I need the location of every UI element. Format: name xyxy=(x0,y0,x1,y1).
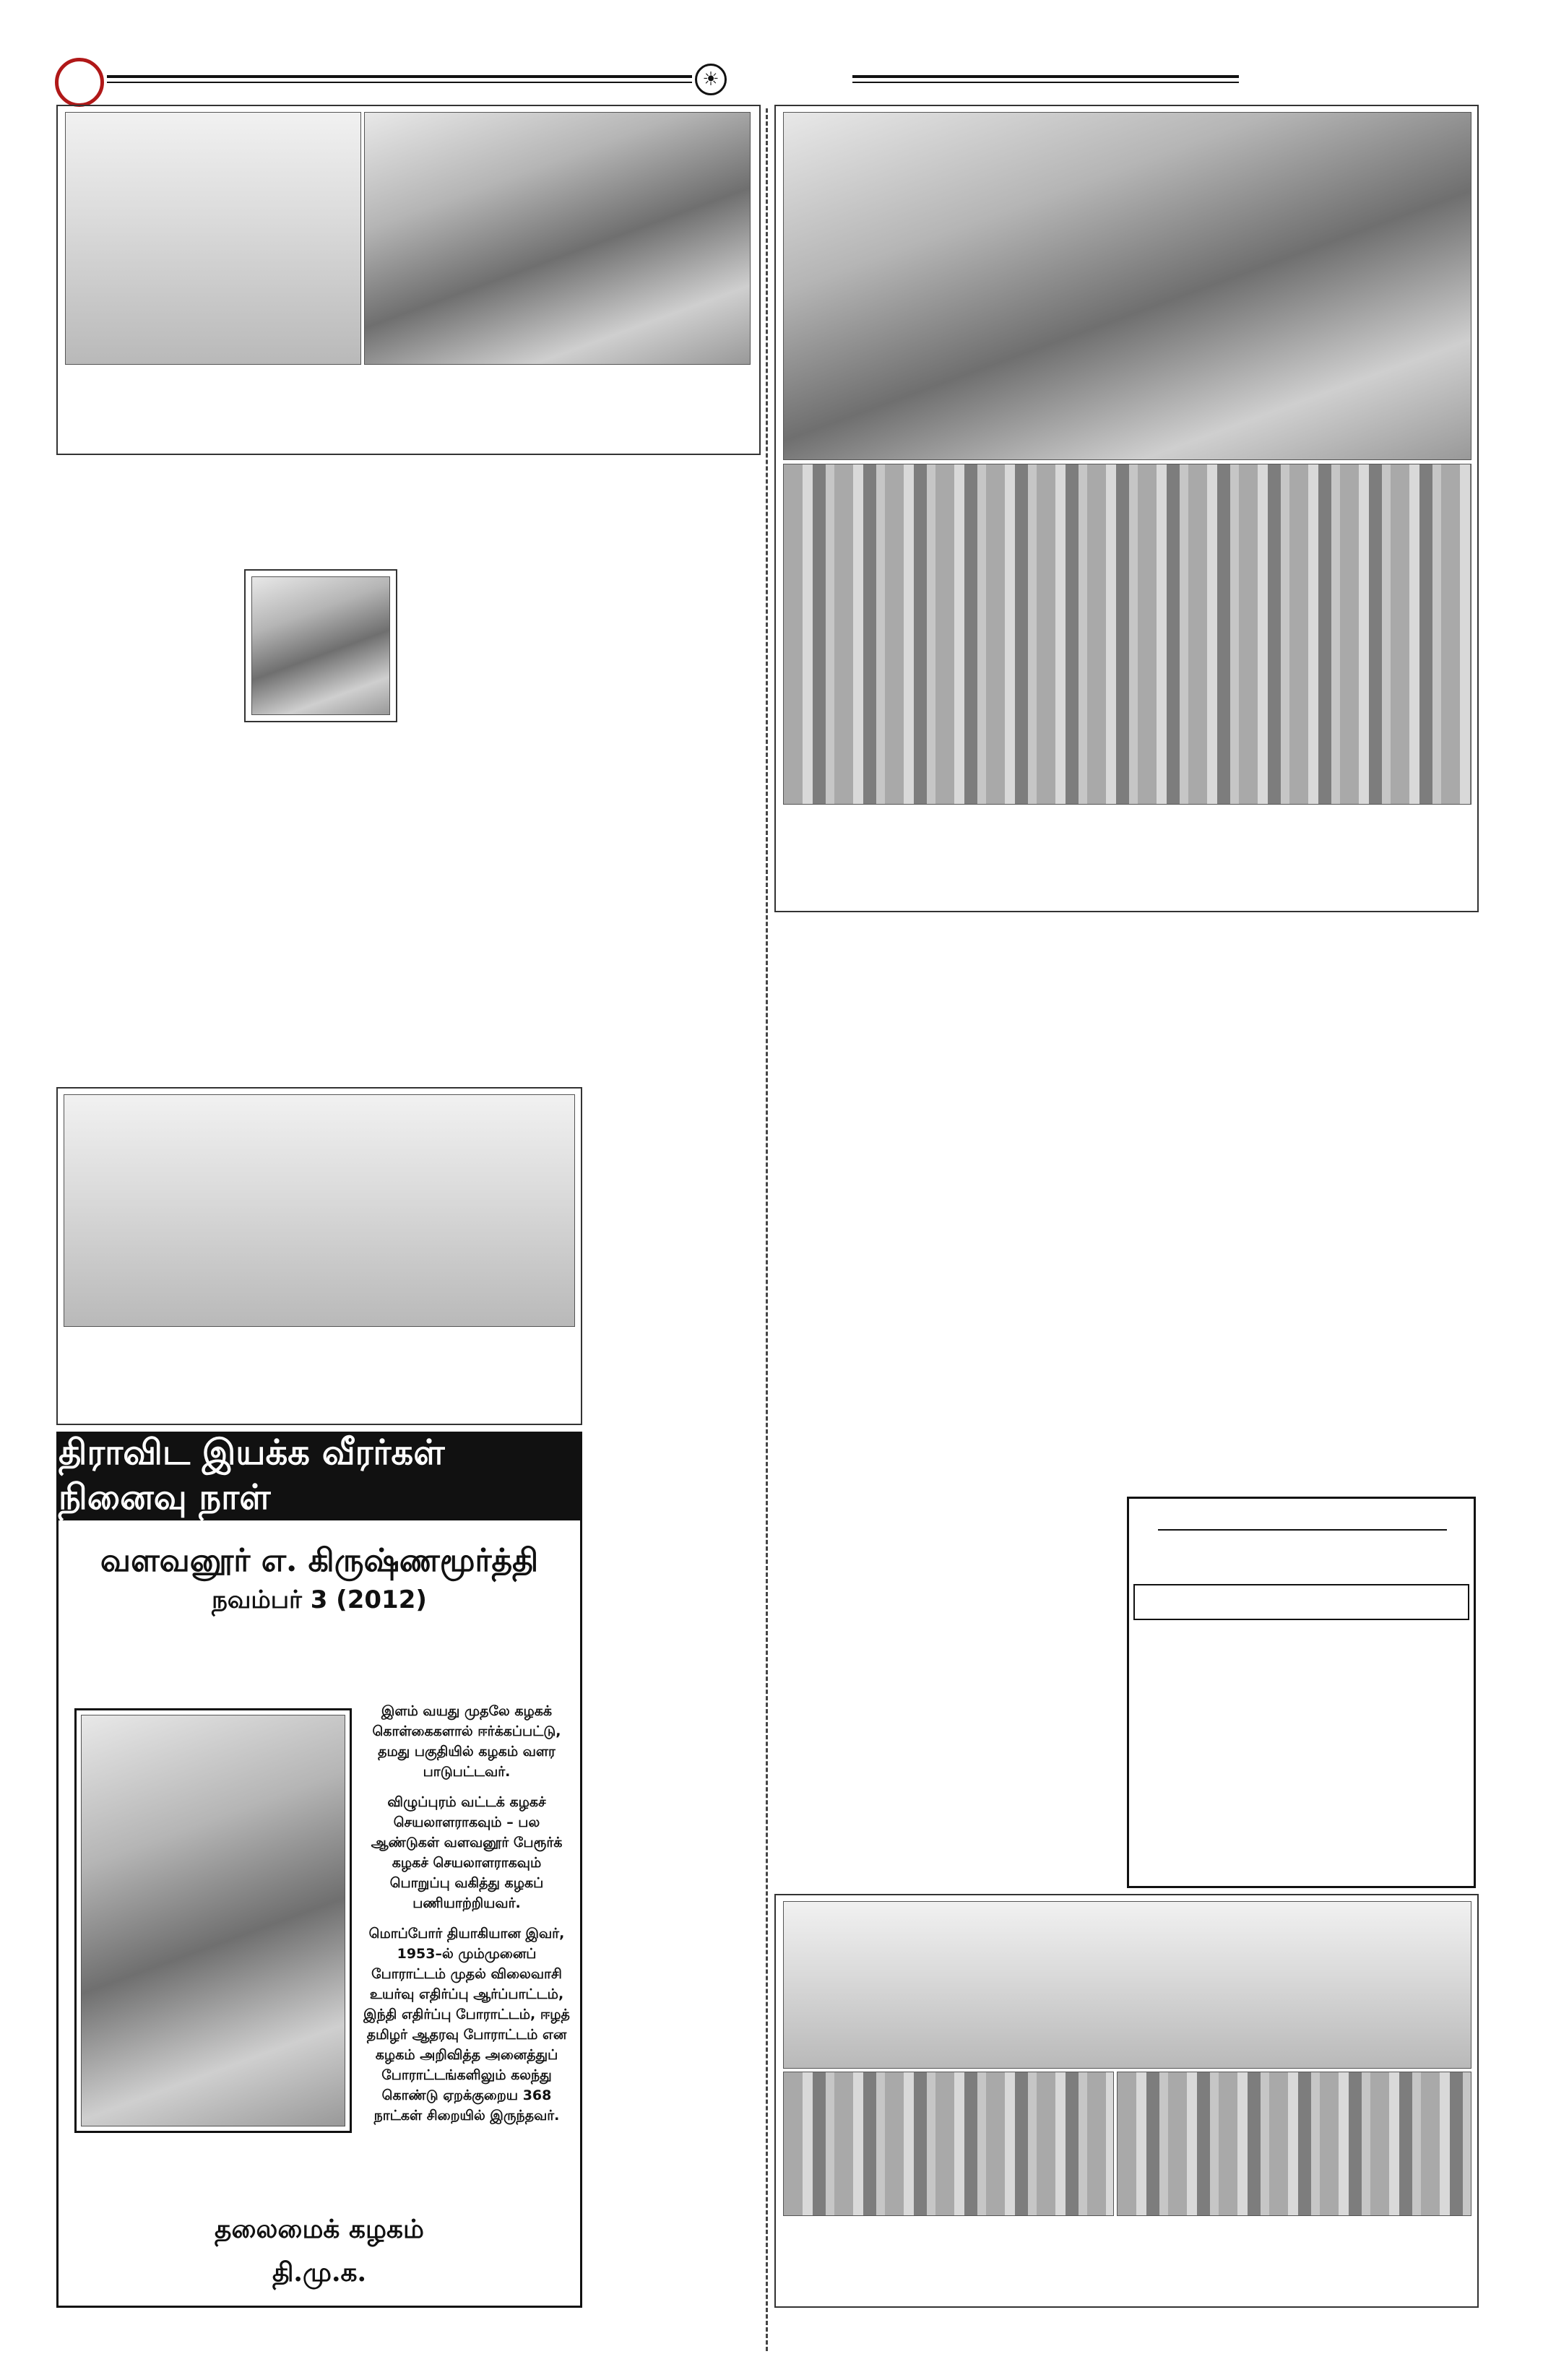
photo-welfare-audience xyxy=(783,464,1471,805)
emblem-glyph: ☀ xyxy=(702,69,719,90)
emblem-icon xyxy=(695,64,727,95)
photo-frame-welfare-event xyxy=(774,105,1479,912)
header-rule-top xyxy=(107,75,692,78)
photo-dam-foundation-ceremony xyxy=(364,112,751,365)
photo-party-meeting-stage xyxy=(783,1901,1471,2069)
memorial-person-name: வளவனூர் எ. கிருஷ்ணமூர்த்தி xyxy=(100,1542,539,1579)
memorial-box xyxy=(56,1432,582,2308)
memorial-date: நவம்பர் 3 (2012) xyxy=(212,1585,427,1614)
memorial-footer-line-1: தலைமைக் கழகம் xyxy=(215,2214,424,2244)
photo-party-meeting-audience-left xyxy=(783,2072,1114,2216)
photo-meeting-stage xyxy=(64,1094,575,1327)
memorial-photo-frame xyxy=(74,1708,352,2133)
memorial-bio-paragraph-3: மொப்போர் தியாகியான இவர், 1953–ல் மும்முனைப் போராட்டம் முதல் விலைவாசி உயர்வு எதிர்ப்பு ஆர்ப்பாட்டம், இந்தி எதிர்ப்பு போராட்டம், ஈழத் தமிழர் ஆதரவு போராட்டம் என கழகம் அறிவித்த அனைத்துப் போராட்டங்களிலும் கலந்து கொண்டு ஏறக்குறைய 368 நாட்கள் சிறையில் இருந்தவர். xyxy=(363,1926,570,2124)
right-header-rule-top xyxy=(852,75,1239,78)
masthead-logo-icon xyxy=(55,58,104,107)
memorial-bio-paragraph-2: விழுப்புரம் வட்டக் கழகச் செயலாளராகவும் – பல ஆண்டுகள் வளவனூர் பேரூர்க் கழகச் செயலாளராகவும் பொறுப்பு வகித்து கழகப் பணியாற்றியவர். xyxy=(371,1794,563,1911)
notice-box-rule xyxy=(1158,1529,1447,1531)
photo-dam-project-board xyxy=(65,112,361,365)
photo-welfare-handover xyxy=(783,112,1471,460)
notice-box xyxy=(1127,1497,1476,1888)
memorial-bio xyxy=(362,1701,571,2149)
photo-frame-meeting xyxy=(56,1087,582,1425)
column-divider xyxy=(766,108,768,2351)
right-header-rule-bottom xyxy=(852,82,1239,83)
memorial-footer-line-2: தி.மு.க. xyxy=(272,2257,367,2288)
memorial-photo xyxy=(81,1715,345,2126)
header-rule-bottom xyxy=(107,82,692,83)
memorial-banner-title: திராவிட இயக்க வீரர்கள் நினைவு நாள் xyxy=(59,1434,580,1520)
portrait-photo xyxy=(251,576,390,715)
memorial-bio-paragraph-1: இளம் வயது முதலே கழகக் கொள்கைகளால் ஈர்க்கப்பட்டு, தமது பகுதியில் கழகம் வளர பாடுபட்டவர். xyxy=(372,1703,561,1780)
photo-frame-dam-event xyxy=(56,105,761,455)
notice-box-inner-field xyxy=(1133,1584,1469,1620)
portrait-frame xyxy=(244,569,397,722)
photo-party-meeting-audience-right xyxy=(1117,2072,1471,2216)
photo-frame-party-meeting xyxy=(774,1894,1479,2308)
